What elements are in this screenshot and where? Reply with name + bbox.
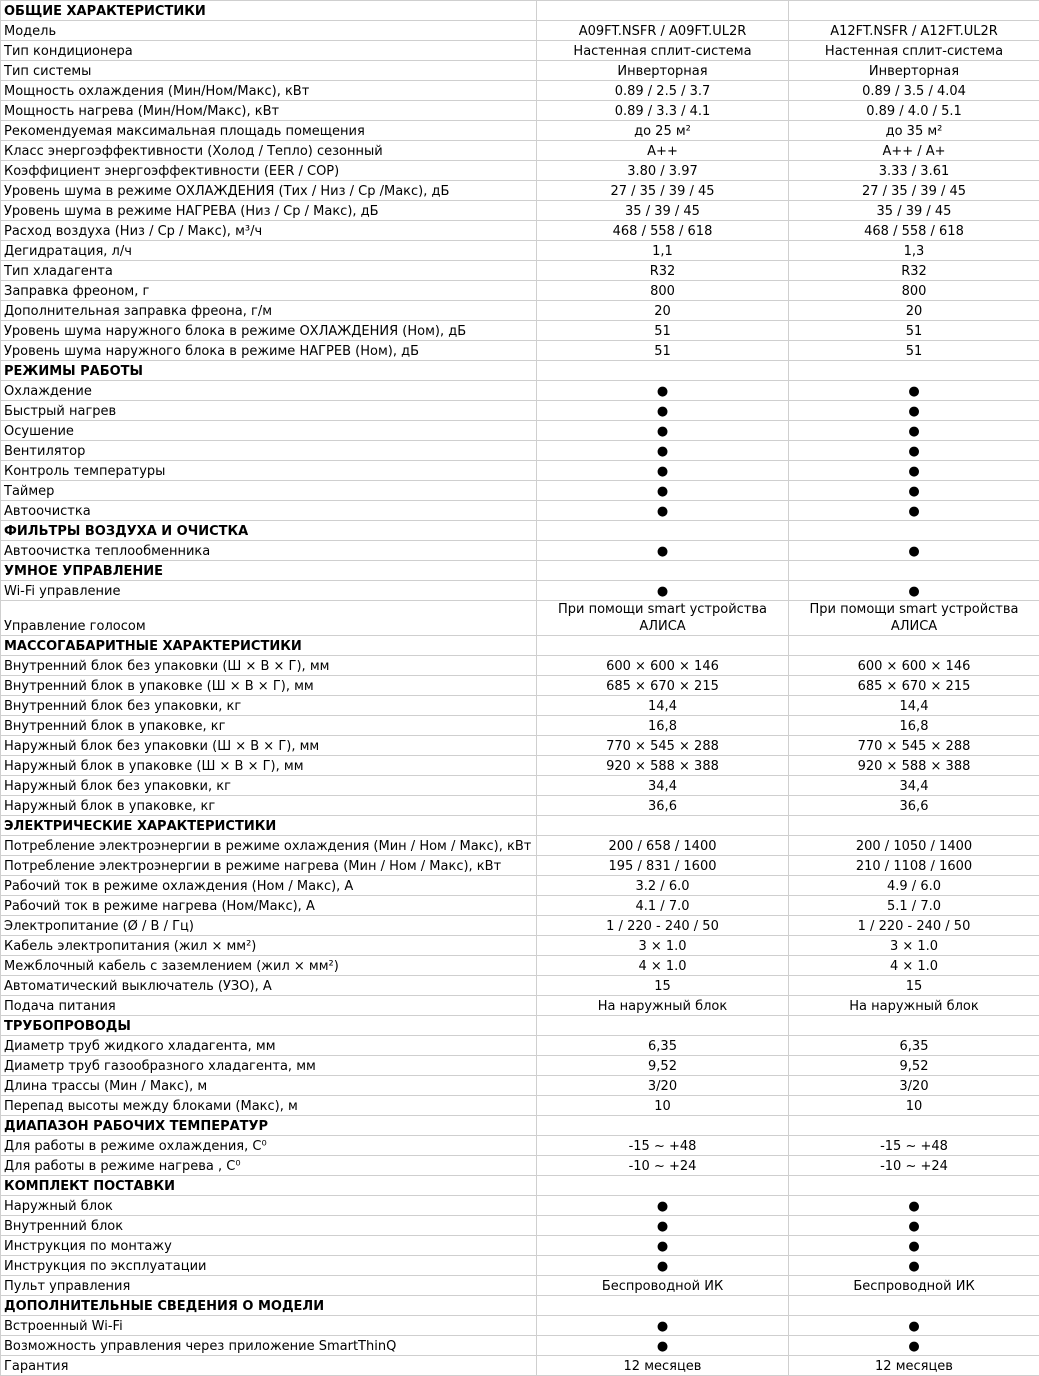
value-model-a12 [789,1,1039,21]
value-model-a09: 0.89 / 2.5 / 3.7 [537,81,789,101]
value-model-a09: 1 / 220 - 240 / 50 [537,916,789,936]
value-model-a09: 468 / 558 / 618 [537,221,789,241]
value-model-a12 [789,561,1039,581]
spec-label: Внутренний блок в упаковке, кг [1,716,537,736]
spec-label: Дегидратация, л/ч [1,241,537,261]
value-model-a09: 200 / 658 / 1400 [537,836,789,856]
spec-row [1,1256,1039,1276]
spec-row [1,441,1039,461]
value-model-a09: ● [537,501,789,521]
spec-row [1,736,1039,756]
spec-row [1,1196,1039,1216]
spec-row [1,896,1039,916]
value-model-a09 [537,1296,789,1316]
value-model-a09: ● [537,541,789,561]
spec-row [1,161,1039,181]
value-model-a12: ● [789,541,1039,561]
section-title: МАССОГАБАРИТНЫЕ ХАРАКТЕРИСТИКИ [1,636,537,656]
spec-row [1,421,1039,441]
spec-row [1,796,1039,816]
value-model-a12: 200 / 1050 / 1400 [789,836,1039,856]
spec-row [1,501,1039,521]
value-model-a12 [789,816,1039,836]
spec-row [1,81,1039,101]
value-model-a09: 36,6 [537,796,789,816]
value-model-a09 [537,816,789,836]
section-header-row [1,1,1039,21]
spec-row [1,1276,1039,1296]
spec-row [1,916,1039,936]
value-model-a09: 34,4 [537,776,789,796]
section-title: ФИЛЬТРЫ ВОЗДУХА И ОЧИСТКА [1,521,537,541]
section-title: ТРУБОПРОВОДЫ [1,1016,537,1036]
spec-label: Автоматический выключатель (УЗО), А [1,976,537,996]
value-model-a12: ● [789,441,1039,461]
value-model-a12: ● [789,1336,1039,1356]
value-model-a09: На наружный блок [537,996,789,1016]
spec-label: Встроенный Wi-Fi [1,1316,537,1336]
value-model-a12 [789,1116,1039,1136]
section-title: ОБЩИЕ ХАРАКТЕРИСТИКИ [1,1,537,21]
value-model-a12: ● [789,1196,1039,1216]
spec-row [1,101,1039,121]
spec-label: Инструкция по монтажу [1,1236,537,1256]
spec-label: Тип кондиционера [1,41,537,61]
spec-row [1,61,1039,81]
value-model-a09: 12 месяцев [537,1356,789,1376]
spec-label: Уровень шума наружного блока в режиме НАГРЕВ (Ном), дБ [1,341,537,361]
value-model-a12: A++ / A+ [789,141,1039,161]
value-model-a12: 4.9 / 6.0 [789,876,1039,896]
value-model-a09 [537,1176,789,1196]
spec-row [1,21,1039,41]
value-model-a09: -15 ~ +48 [537,1136,789,1156]
value-model-a09: 51 [537,321,789,341]
value-model-a12: 12 месяцев [789,1356,1039,1376]
value-model-a12: 0.89 / 3.5 / 4.04 [789,81,1039,101]
value-model-a12: ● [789,461,1039,481]
value-model-a09: 35 / 39 / 45 [537,201,789,221]
value-model-a12: ● [789,1236,1039,1256]
value-model-a12: ● [789,481,1039,501]
spec-label: Инструкция по эксплуатации [1,1256,537,1276]
value-model-a12: 35 / 39 / 45 [789,201,1039,221]
value-model-a12: 770 × 545 × 288 [789,736,1039,756]
section-header-row [1,1176,1039,1196]
value-model-a12: 0.89 / 4.0 / 5.1 [789,101,1039,121]
spec-row [1,936,1039,956]
spec-row [1,1216,1039,1236]
value-model-a09: ● [537,461,789,481]
spec-row [1,696,1039,716]
value-model-a12: 3/20 [789,1076,1039,1096]
section-title: РЕЖИМЫ РАБОТЫ [1,361,537,381]
section-header-row [1,1016,1039,1036]
spec-label: Охлаждение [1,381,537,401]
section-header-row [1,561,1039,581]
value-model-a12: ● [789,381,1039,401]
spec-row [1,756,1039,776]
spec-label: Дополнительная заправка фреона, г/м [1,301,537,321]
spec-row [1,181,1039,201]
value-model-a12: ● [789,1316,1039,1336]
spec-row [1,321,1039,341]
spec-label: Гарантия [1,1356,537,1376]
value-model-a12: 27 / 35 / 39 / 45 [789,181,1039,201]
value-model-a12 [789,361,1039,381]
spec-row [1,976,1039,996]
value-model-a12: 6,35 [789,1036,1039,1056]
value-model-a12: 20 [789,301,1039,321]
spec-label: Потребление электроэнергии в режиме охлаждения (Мин / Ном / Макс), кВт [1,836,537,856]
spec-row [1,601,1039,636]
spec-row [1,461,1039,481]
value-model-a09: 51 [537,341,789,361]
spec-label: Мощность нагрева (Мин/Ном/Макс), кВт [1,101,537,121]
value-model-a12: ● [789,1256,1039,1276]
value-model-a12: 685 × 670 × 215 [789,676,1039,696]
value-model-a12: 9,52 [789,1056,1039,1076]
value-model-a12: 34,4 [789,776,1039,796]
spec-row [1,141,1039,161]
value-model-a09: 16,8 [537,716,789,736]
spec-label: Мощность охлаждения (Мин/Ном/Макс), кВт [1,81,537,101]
spec-label: Пульт управления [1,1276,537,1296]
spec-row [1,401,1039,421]
value-model-a09: Инверторная [537,61,789,81]
value-model-a12: 36,6 [789,796,1039,816]
value-model-a09: 15 [537,976,789,996]
spec-label: Наружный блок без упаковки (Ш × В × Г), мм [1,736,537,756]
value-model-a09: 0.89 / 3.3 / 4.1 [537,101,789,121]
value-model-a09: 10 [537,1096,789,1116]
value-model-a09: 3.80 / 3.97 [537,161,789,181]
section-title: ЭЛЕКТРИЧЕСКИЕ ХАРАКТЕРИСТИКИ [1,816,537,836]
value-model-a09: ● [537,441,789,461]
value-model-a12: 920 × 588 × 388 [789,756,1039,776]
value-model-a12: Инверторная [789,61,1039,81]
value-model-a09: ● [537,1336,789,1356]
section-header-row [1,636,1039,656]
value-model-a09: ● [537,421,789,441]
value-model-a09: 3 × 1.0 [537,936,789,956]
value-model-a12: 4 × 1.0 [789,956,1039,976]
spec-row [1,836,1039,856]
spec-label: Для работы в режиме нагрева , С⁰ [1,1156,537,1176]
value-model-a09 [537,636,789,656]
value-model-a12: Настенная сплит-система [789,41,1039,61]
spec-label: Наружный блок в упаковке (Ш × В × Г), мм [1,756,537,776]
value-model-a12: При помощи smart устройства АЛИСА [789,601,1039,636]
value-model-a12: ● [789,581,1039,601]
spec-row [1,1356,1039,1376]
value-model-a09: 920 × 588 × 388 [537,756,789,776]
spec-row [1,856,1039,876]
value-model-a09 [537,521,789,541]
spec-row [1,1096,1039,1116]
value-model-a09: 685 × 670 × 215 [537,676,789,696]
spec-label: Диаметр труб газообразного хладагента, мм [1,1056,537,1076]
spec-row [1,996,1039,1016]
section-header-row [1,361,1039,381]
value-model-a12: 800 [789,281,1039,301]
spec-label: Рекомендуемая максимальная площадь помещения [1,121,537,141]
value-model-a09: ● [537,1256,789,1276]
value-model-a09: 27 / 35 / 39 / 45 [537,181,789,201]
section-header-row [1,521,1039,541]
spec-row [1,876,1039,896]
spec-label: Вентилятор [1,441,537,461]
spec-label: Внутренний блок в упаковке (Ш × В × Г), мм [1,676,537,696]
spec-label: Потребление электроэнергии в режиме нагрева (Мин / Ном / Макс), кВт [1,856,537,876]
value-model-a12: A12FT.NSFR / A12FT.UL2R [789,21,1039,41]
value-model-a09: При помощи smart устройства АЛИСА [537,601,789,636]
spec-label: Таймер [1,481,537,501]
value-model-a12: -15 ~ +48 [789,1136,1039,1156]
value-model-a09: ● [537,1236,789,1256]
value-model-a12: На наружный блок [789,996,1039,1016]
value-model-a09: ● [537,401,789,421]
spec-label: Внутренний блок [1,1216,537,1236]
value-model-a09: 3/20 [537,1076,789,1096]
value-model-a12 [789,1176,1039,1196]
spec-row [1,956,1039,976]
spec-label: Быстрый нагрев [1,401,537,421]
value-model-a12: 600 × 600 × 146 [789,656,1039,676]
value-model-a09 [537,1016,789,1036]
spec-label: Расход воздуха (Низ / Ср / Макс), м³/ч [1,221,537,241]
value-model-a09: 14,4 [537,696,789,716]
value-model-a09: 3.2 / 6.0 [537,876,789,896]
value-model-a12: 15 [789,976,1039,996]
section-title: ДОПОЛНИТЕЛЬНЫЕ СВЕДЕНИЯ О МОДЕЛИ [1,1296,537,1316]
section-title: КОМПЛЕКТ ПОСТАВКИ [1,1176,537,1196]
spec-row [1,1036,1039,1056]
spec-label: Осушение [1,421,537,441]
spec-label: Диаметр труб жидкого хладагента, мм [1,1036,537,1056]
spec-row [1,381,1039,401]
value-model-a12: 5.1 / 7.0 [789,896,1039,916]
spec-label: Контроль температуры [1,461,537,481]
spec-label: Рабочий ток в режиме охлаждения (Ном / Макс), А [1,876,537,896]
value-model-a09 [537,561,789,581]
section-header-row [1,1116,1039,1136]
value-model-a09: до 25 м² [537,121,789,141]
spec-table-body [1,1,1039,1376]
value-model-a12 [789,1296,1039,1316]
value-model-a09: 4.1 / 7.0 [537,896,789,916]
spec-row [1,1316,1039,1336]
spec-label: Наружный блок [1,1196,537,1216]
spec-row [1,281,1039,301]
spec-row [1,1056,1039,1076]
spec-label: Длина трассы (Мин / Макс), м [1,1076,537,1096]
value-model-a09: A09FT.NSFR / A09FT.UL2R [537,21,789,41]
spec-label: Уровень шума в режиме НАГРЕВА (Низ / Ср / Макс), дБ [1,201,537,221]
value-model-a12: 14,4 [789,696,1039,716]
spec-label: Модель [1,21,537,41]
value-model-a09: R32 [537,261,789,281]
value-model-a09: 1,1 [537,241,789,261]
value-model-a12: 51 [789,341,1039,361]
spec-row [1,776,1039,796]
value-model-a12: 51 [789,321,1039,341]
spec-label: Уровень шума в режиме ОХЛАЖДЕНИЯ (Тих / Низ / Ср /Макс), дБ [1,181,537,201]
value-model-a09: ● [537,581,789,601]
section-title: ДИАПАЗОН РАБОЧИХ ТЕМПЕРАТУР [1,1116,537,1136]
section-header-row [1,816,1039,836]
value-model-a12 [789,636,1039,656]
value-model-a09: 6,35 [537,1036,789,1056]
spec-row [1,1136,1039,1156]
spec-label: Коэффициент энергоэффективности (EER / COP) [1,161,537,181]
spec-row [1,1076,1039,1096]
spec-row [1,41,1039,61]
spec-label: Перепад высоты между блоками (Макс), м [1,1096,537,1116]
value-model-a12: ● [789,401,1039,421]
spec-row [1,341,1039,361]
spec-label: Автоочистка [1,501,537,521]
value-model-a12: 1,3 [789,241,1039,261]
spec-row [1,716,1039,736]
value-model-a12: 468 / 558 / 618 [789,221,1039,241]
value-model-a12 [789,1016,1039,1036]
spec-label: Наружный блок в упаковке, кг [1,796,537,816]
spec-row [1,261,1039,281]
spec-label: Автоочистка теплообменника [1,541,537,561]
spec-label: Внутренний блок без упаковки (Ш × В × Г), мм [1,656,537,676]
value-model-a09: 195 / 831 / 1600 [537,856,789,876]
spec-label: Заправка фреоном, г [1,281,537,301]
value-model-a12: -10 ~ +24 [789,1156,1039,1176]
spec-label: Подача питания [1,996,537,1016]
spec-label: Межблочный кабель с заземлением (жил × мм²) [1,956,537,976]
value-model-a09: ● [537,1316,789,1336]
value-model-a12: до 35 м² [789,121,1039,141]
value-model-a09 [537,361,789,381]
spec-label: Возможность управления через приложение SmartThinQ [1,1336,537,1356]
spec-row [1,1156,1039,1176]
value-model-a09: 4 × 1.0 [537,956,789,976]
spec-label: Наружный блок без упаковки, кг [1,776,537,796]
value-model-a12: 210 / 1108 / 1600 [789,856,1039,876]
value-model-a12: 3.33 / 3.61 [789,161,1039,181]
value-model-a12 [789,521,1039,541]
value-model-a12: 1 / 220 - 240 / 50 [789,916,1039,936]
section-title: УМНОЕ УПРАВЛЕНИЕ [1,561,537,581]
spec-row [1,481,1039,501]
section-header-row [1,1296,1039,1316]
spec-label: Тип хладагента [1,261,537,281]
spec-label: Управление голосом [1,601,537,636]
value-model-a12: 10 [789,1096,1039,1116]
value-model-a09: A++ [537,141,789,161]
spec-row [1,301,1039,321]
spec-label: Для работы в режиме охлаждения, С⁰ [1,1136,537,1156]
spec-label: Тип системы [1,61,537,81]
value-model-a12: Беспроводной ИК [789,1276,1039,1296]
value-model-a09: -10 ~ +24 [537,1156,789,1176]
spec-row [1,121,1039,141]
spec-label: Внутренний блок без упаковки, кг [1,696,537,716]
spec-label: Электропитание (Ø / В / Гц) [1,916,537,936]
spec-row [1,201,1039,221]
spec-row [1,581,1039,601]
value-model-a09: 9,52 [537,1056,789,1076]
value-model-a12: ● [789,501,1039,521]
value-model-a09: ● [537,381,789,401]
value-model-a09: ● [537,1196,789,1216]
spec-row [1,1336,1039,1356]
spec-label: Wi-Fi управление [1,581,537,601]
value-model-a09: Настенная сплит-система [537,41,789,61]
value-model-a12: 3 × 1.0 [789,936,1039,956]
value-model-a09: 800 [537,281,789,301]
value-model-a09: 20 [537,301,789,321]
spec-row [1,221,1039,241]
value-model-a09 [537,1,789,21]
spec-row [1,1236,1039,1256]
value-model-a09: ● [537,481,789,501]
value-model-a09: 770 × 545 × 288 [537,736,789,756]
value-model-a12: 16,8 [789,716,1039,736]
value-model-a09 [537,1116,789,1136]
value-model-a12: R32 [789,261,1039,281]
value-model-a12: ● [789,1216,1039,1236]
spec-row [1,656,1039,676]
spec-label: Класс энергоэффективности (Холод / Тепло) сезонный [1,141,537,161]
spec-label: Кабель электропитания (жил × мм²) [1,936,537,956]
spec-row [1,676,1039,696]
value-model-a12: ● [789,421,1039,441]
spec-label: Рабочий ток в режиме нагрева (Ном/Макс), А [1,896,537,916]
spec-row [1,241,1039,261]
value-model-a09: 600 × 600 × 146 [537,656,789,676]
value-model-a09: Беспроводной ИК [537,1276,789,1296]
spec-label: Уровень шума наружного блока в режиме ОХЛАЖДЕНИЯ (Ном), дБ [1,321,537,341]
spec-row [1,541,1039,561]
value-model-a09: ● [537,1216,789,1236]
